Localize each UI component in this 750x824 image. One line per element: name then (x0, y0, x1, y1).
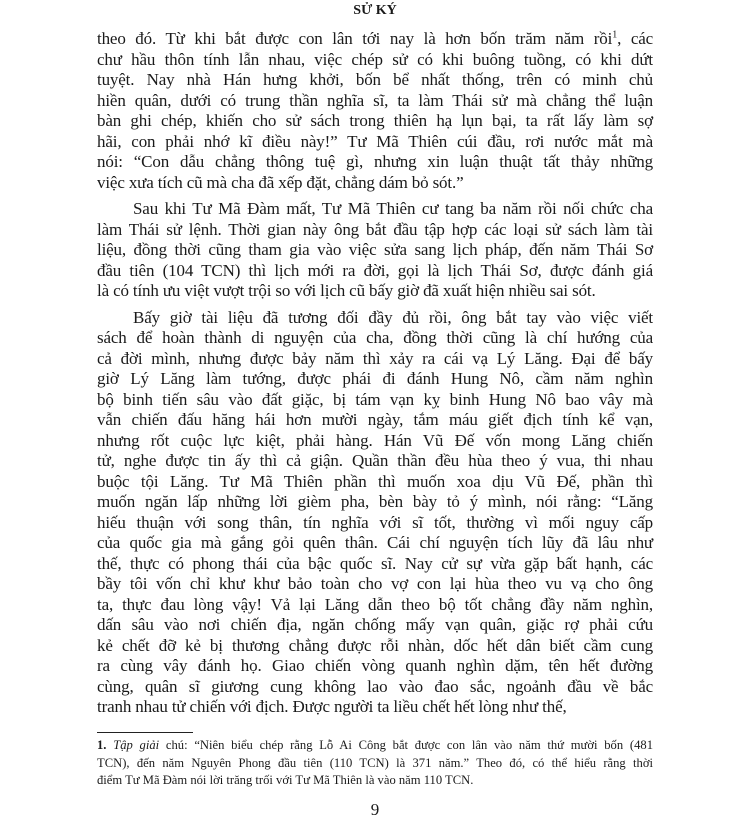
text-segment: tranh nhau tử chiến với địch. Được người ta liều chết hết lòng như thế, (97, 697, 567, 716)
text-segment: kẻ chết đỡ kẻ bị thương chẳng được rỗi nhàn, dốc hết dân biết cầm cung (97, 635, 653, 655)
text-segment: cả đời mình, nhưng được bảy năm thì xảy ra cái vạ Lý Lăng. Đại để bấy (97, 348, 653, 368)
text-segment: là có tính ưu việt vượt trội so với lịch cũ bấy giờ đã xuất hiện nhiều sai sót. (97, 281, 596, 300)
text-line (97, 152, 653, 173)
text-segment: bộ binh tiến sâu vào đất giặc, bị tám vạn kỵ binh Hung Nô bao vây mà (97, 389, 653, 409)
footnote-source: Tập giải (113, 738, 160, 752)
text-line (97, 369, 653, 390)
text-line (97, 390, 653, 411)
text-line (97, 111, 653, 132)
footnote-line (97, 737, 653, 755)
text-segment: sách để hoàn thành di nguyện của cha, đồng thời cũng là chí hướng của (97, 328, 653, 347)
text-segment: làm Thái sử lệnh. Thời gian này ông bắt đầu tập hợp các loại sử sách làm tài (97, 219, 653, 239)
footnote-line: điểm Tư Mã Đàm nói lời trăng trối với Tư Mã Thiên là vào năm 110 TCN. (97, 773, 474, 787)
text-line (97, 132, 653, 153)
text-segment: đầu tiên (104 TCN) thì lịch mới ra đời, gọi là lịch Thái Sơ, được đánh giá (97, 260, 653, 280)
text-line (97, 199, 653, 220)
text-line (97, 697, 653, 718)
text-line (97, 308, 653, 329)
text-segment: giờ Lý Lăng làm tướng, được phái đi đánh Hung Nô, cầm năm nghìn (97, 369, 653, 388)
text-line (97, 29, 653, 50)
text-segment: dấn sâu vào nơi chiến địa, ngăn chống mấy vạn quân, giặc rợ phải cứu (97, 615, 653, 634)
text-segment: , các (617, 29, 654, 48)
text-segment: Sau khi Tư Mã Đàm mất, Tư Mã Thiên cư tang ba năm rồi nối chức cha (133, 199, 653, 218)
paragraph (97, 308, 653, 718)
footnote (97, 737, 653, 790)
text-line (97, 595, 653, 616)
text-segment: tuyệt. Nay nhà Hán hưng khởi, bốn bể nhất thống, trên có minh chủ (97, 70, 653, 89)
text-line (97, 349, 653, 370)
text-line (97, 656, 653, 677)
text-line (97, 261, 653, 282)
footnote-ref: 1 (612, 29, 618, 41)
text-segment: hiền quân, dưới có trung thần nghĩa sĩ, ta làm Thái sử mà chẳng thể luận (97, 90, 653, 110)
footnote-line: TCN), đến năm Nguyên Phong đầu tiên (110 TCN) là 371 năm.” Theo đó, có thể hiểu rằng thời (97, 755, 653, 770)
text-segment: ra cùng vây đánh họ. Giao chiến vòng quanh nghìn dặm, tên hết đường (97, 656, 653, 675)
footnote-text: chú: “Niên biểu chép rằng Lỗ Ai Công bắt được con lân vào năm thứ mười bốn (481 (159, 738, 653, 752)
text-line (97, 677, 653, 698)
paragraph (97, 199, 653, 302)
text-line (97, 533, 653, 554)
text-line (97, 451, 653, 472)
text-segment: ta, thực đau lòng vậy! Vả lại Lăng dẫn theo bộ tốt chẳng đầy năm nghìn, (97, 594, 653, 614)
text-line (97, 492, 653, 513)
text-segment: của quốc gia mà gắng gỏi quên thân. Cái chí nguyện tích lũy đã lâu như (97, 533, 653, 552)
text-line (97, 431, 653, 452)
text-line (97, 240, 653, 261)
text-segment: theo đó. Từ khi bắt được con lân tới nay là hơn bốn trăm năm rồi (97, 29, 613, 48)
text-segment: liệu, đồng thời cũng tham gia vào việc sửa sang lịch pháp, đến năm Thái Sơ (97, 240, 653, 259)
text-segment: bàn ghi chép, khiến cho sử sách trong thiên hạ lụn bại, ta rất lấy làm sợ (97, 111, 653, 130)
text-line (97, 513, 653, 534)
text-line (97, 328, 653, 349)
footnote-divider (97, 732, 193, 734)
text-segment: chư hầu thôn tính lẫn nhau, việc chép sử có khi buông tuồng, có khi dứt (97, 49, 653, 69)
body-text (97, 29, 653, 718)
text-line (97, 70, 653, 91)
text-line (97, 50, 653, 71)
text-line (97, 472, 653, 493)
text-segment: hiếu thuận với song thân, tín nghĩa với sĩ tốt, thường vì mối nguy cấp (97, 512, 653, 532)
text-line (97, 91, 653, 112)
text-segment: thế, thực có phong thái của bậc quốc sĩ. Nay cử sự vừa gặp bất hạnh, các (97, 553, 653, 573)
footnote-number: 1. (97, 738, 107, 752)
text-line (97, 410, 653, 431)
text-segment: tử, nghe được tin ấy thì cả giận. Quần thần đều hùa theo ý vua, thi nhau (97, 451, 653, 470)
text-line (97, 220, 653, 241)
text-line (97, 281, 653, 302)
text-segment: buộc tội Lăng. Tư Mã Thiên phần thì muốn xoa dịu Vũ Đế, phần thì (97, 471, 653, 491)
running-header: SỬ KÝ (353, 3, 397, 18)
text-line (97, 574, 653, 595)
text-segment: Bấy giờ tài liệu đã tương đối đầy đủ rồi, ông bắt tay vào việc viết (133, 307, 653, 327)
text-segment: vẫn chiến đấu hăng hái hơn mười ngày, tắm máu giết địch tính kể vạn, (97, 410, 653, 429)
text-line (97, 615, 653, 636)
paragraph (97, 29, 653, 193)
text-line (97, 173, 653, 194)
text-segment: nhưng rốt cuộc lực kiệt, phải hàng. Hán Vũ Đế vốn mong Lăng chiến (97, 430, 653, 450)
text-line (97, 554, 653, 575)
text-segment: việc xưa tích cũ mà cha đã xếp đặt, chẳng dám bỏ sót.” (97, 172, 464, 192)
text-segment: cùng, quân sĩ giương cung không lao vào đao sắc, ngoảnh đầu về bắc (97, 676, 653, 696)
text-segment: bầy tôi vốn chỉ khư khư bảo toàn cho vợ con lại hùa theo vu vạ cho ông (97, 574, 653, 593)
text-segment: hãi, con phải nhớ kĩ điều này!” Tư Mã Thiên cúi đầu, rơi nước mắt mà (97, 131, 653, 151)
page-number: 9 (370, 799, 380, 819)
text-line (97, 636, 653, 657)
text-segment: nói: “Con dẫu chẳng thông tuệ gì, nhưng xin luận thuật tất thảy những (97, 152, 653, 171)
text-segment: muốn ngăn lấp những lời gièm pha, bèn bày tỏ ý mình, nói rằng: “Lăng (97, 492, 653, 511)
